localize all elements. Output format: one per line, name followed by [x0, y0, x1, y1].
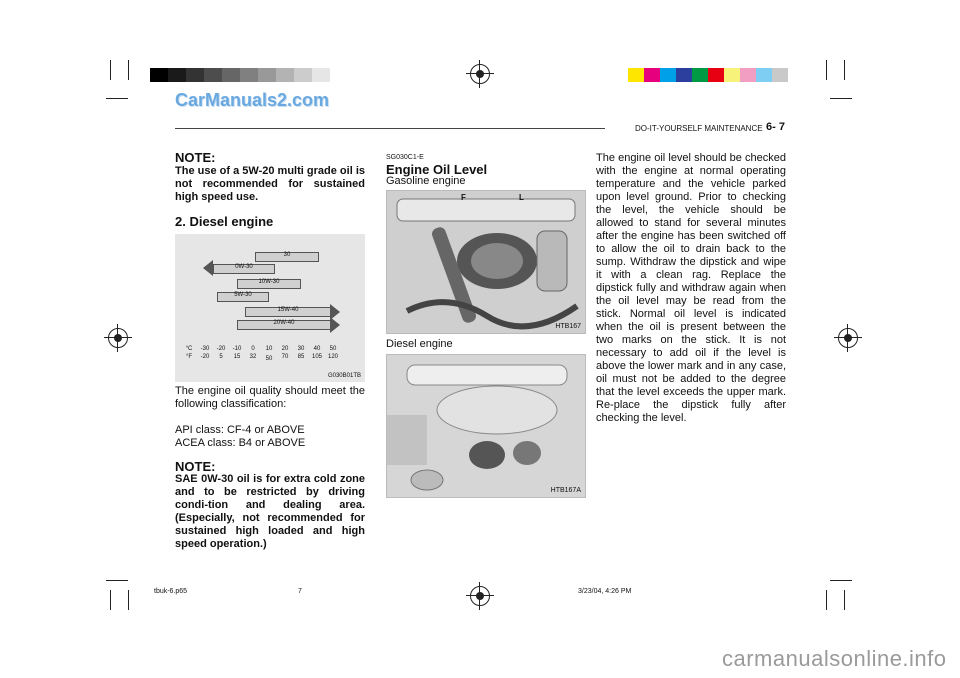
crop-mark — [830, 580, 852, 581]
celsius-label: °C — [185, 346, 193, 352]
section-code: SG030C1-E — [386, 154, 424, 161]
watermark-bottom[interactable]: carmanualsonline.info — [722, 646, 947, 671]
grade-bar-15w40: 15W-40 — [245, 307, 331, 317]
registration-mark-icon — [470, 586, 490, 606]
tick-c: 40 — [313, 346, 321, 352]
tick-f: 5 — [219, 354, 223, 360]
tick-c: 10 — [265, 346, 273, 352]
note1-text: The use of a 5W-20 multi grade oil is not recommended for sustained high speed use. — [175, 165, 365, 203]
fahrenheit-label: °F — [185, 354, 193, 360]
right-paragraph: The engine oil level should be checked with the engine at normal operating temperature and the vehicle parked upon level ground. Prior to checking the level, the vehicle should be allowed to stand for several minutes after the engine has been switched off to allow the oil to drain back to the sump. Withdraw the dipstick and wipe it with a clean rag. Replace the dipstick fully and withdraw again when the oil level may be read from the stick. Normal oil level is indicated when the oil is present between the two marks on the stick. It is not necessary to add oil if the level is above the lower mark and in any case, oil must not be added to the degree that the level exceeds the upper mark. Re-place the dipstick fully after checking the level. — [596, 152, 786, 424]
api-class: API class: CF-4 or ABOVE — [175, 424, 305, 436]
registration-mark-icon — [838, 328, 858, 348]
tick-c: -30 — [200, 346, 210, 352]
crop-mark — [128, 60, 129, 80]
registration-mark-icon — [108, 328, 128, 348]
acea-class: ACEA class: B4 or ABOVE — [175, 437, 306, 449]
arrow-right-icon — [330, 317, 340, 333]
footer-date: 3/23/04, 4:26 PM — [578, 588, 632, 595]
tick-f: -20 — [200, 354, 210, 360]
grade-bar-0w30: 0W-30 — [213, 264, 275, 274]
header-section: DO-IT-YOURSELF MAINTENANCE — [635, 124, 763, 133]
note1-title: NOTE: — [175, 150, 216, 165]
crop-mark — [826, 60, 827, 80]
crop-mark — [128, 590, 129, 610]
tick-c: 20 — [281, 346, 289, 352]
tick-f: 32 — [249, 354, 257, 360]
note2-title: NOTE: — [175, 459, 216, 474]
header-rule — [175, 128, 605, 129]
photo1-label: HTB167 — [555, 323, 581, 330]
tick-f: 50 — [265, 356, 273, 362]
left-column — [175, 150, 365, 229]
crop-mark — [844, 590, 845, 610]
diesel-engine-photo — [386, 354, 586, 498]
note2-text: SAE 0W-30 oil is for extra cold zone and to be restricted by driving condi-tion and dealing area. (Especially, not recommended for sustained high loaded and high speed operation.) — [175, 473, 365, 550]
tick-f: 85 — [297, 354, 305, 360]
arrow-left-icon — [203, 260, 213, 276]
page-number: 6- 7 — [766, 121, 785, 133]
tick-f: 120 — [327, 354, 338, 360]
quality-text — [175, 385, 365, 551]
grade-bar-10w30: 10W-30 — [237, 279, 301, 289]
chart-code: G030B01TB — [327, 373, 361, 379]
grade-bar-20w40: 20W-40 — [237, 320, 331, 330]
tick-f: 15 — [233, 354, 241, 360]
tick-c: 50 — [329, 346, 337, 352]
tick-c: 30 — [297, 346, 305, 352]
tick-c: -20 — [216, 346, 226, 352]
tick-c: 0 — [251, 346, 255, 352]
tick-f: 105 — [311, 354, 322, 360]
crop-mark — [830, 98, 852, 99]
photo1-f: F — [461, 193, 466, 202]
photo1-l: L — [519, 193, 524, 202]
quality-paragraph: The engine oil quality should meet the following classification: — [175, 385, 365, 410]
tick-f: 70 — [281, 354, 289, 360]
grade-bar-30: 30 — [255, 252, 319, 262]
crop-mark — [106, 580, 128, 581]
grade-bar-5w30: 5W-30 — [217, 292, 269, 302]
gasoline-label: Gasoline engine — [386, 175, 466, 187]
diesel-heading: 2. Diesel engine — [175, 214, 274, 229]
photo2-label: HTB167A — [550, 487, 581, 494]
crop-mark — [110, 590, 111, 610]
viscosity-chart — [175, 234, 365, 382]
engine-photo-icon — [387, 191, 585, 333]
crop-mark — [826, 590, 827, 610]
gasoline-engine-photo — [386, 190, 586, 334]
section-title: Engine Oil Level — [386, 162, 488, 177]
registration-mark-icon — [470, 64, 490, 84]
diesel-label: Diesel engine — [386, 338, 453, 350]
crop-mark — [106, 98, 128, 99]
footer-page: 7 — [298, 588, 302, 595]
footer-file: tbuk-6.p65 — [154, 588, 188, 595]
tick-c: -10 — [232, 346, 242, 352]
watermark-top[interactable]: CarManuals2.com — [175, 90, 330, 110]
crop-mark — [844, 60, 845, 80]
engine-photo-icon — [387, 355, 585, 497]
crop-mark — [110, 60, 111, 80]
